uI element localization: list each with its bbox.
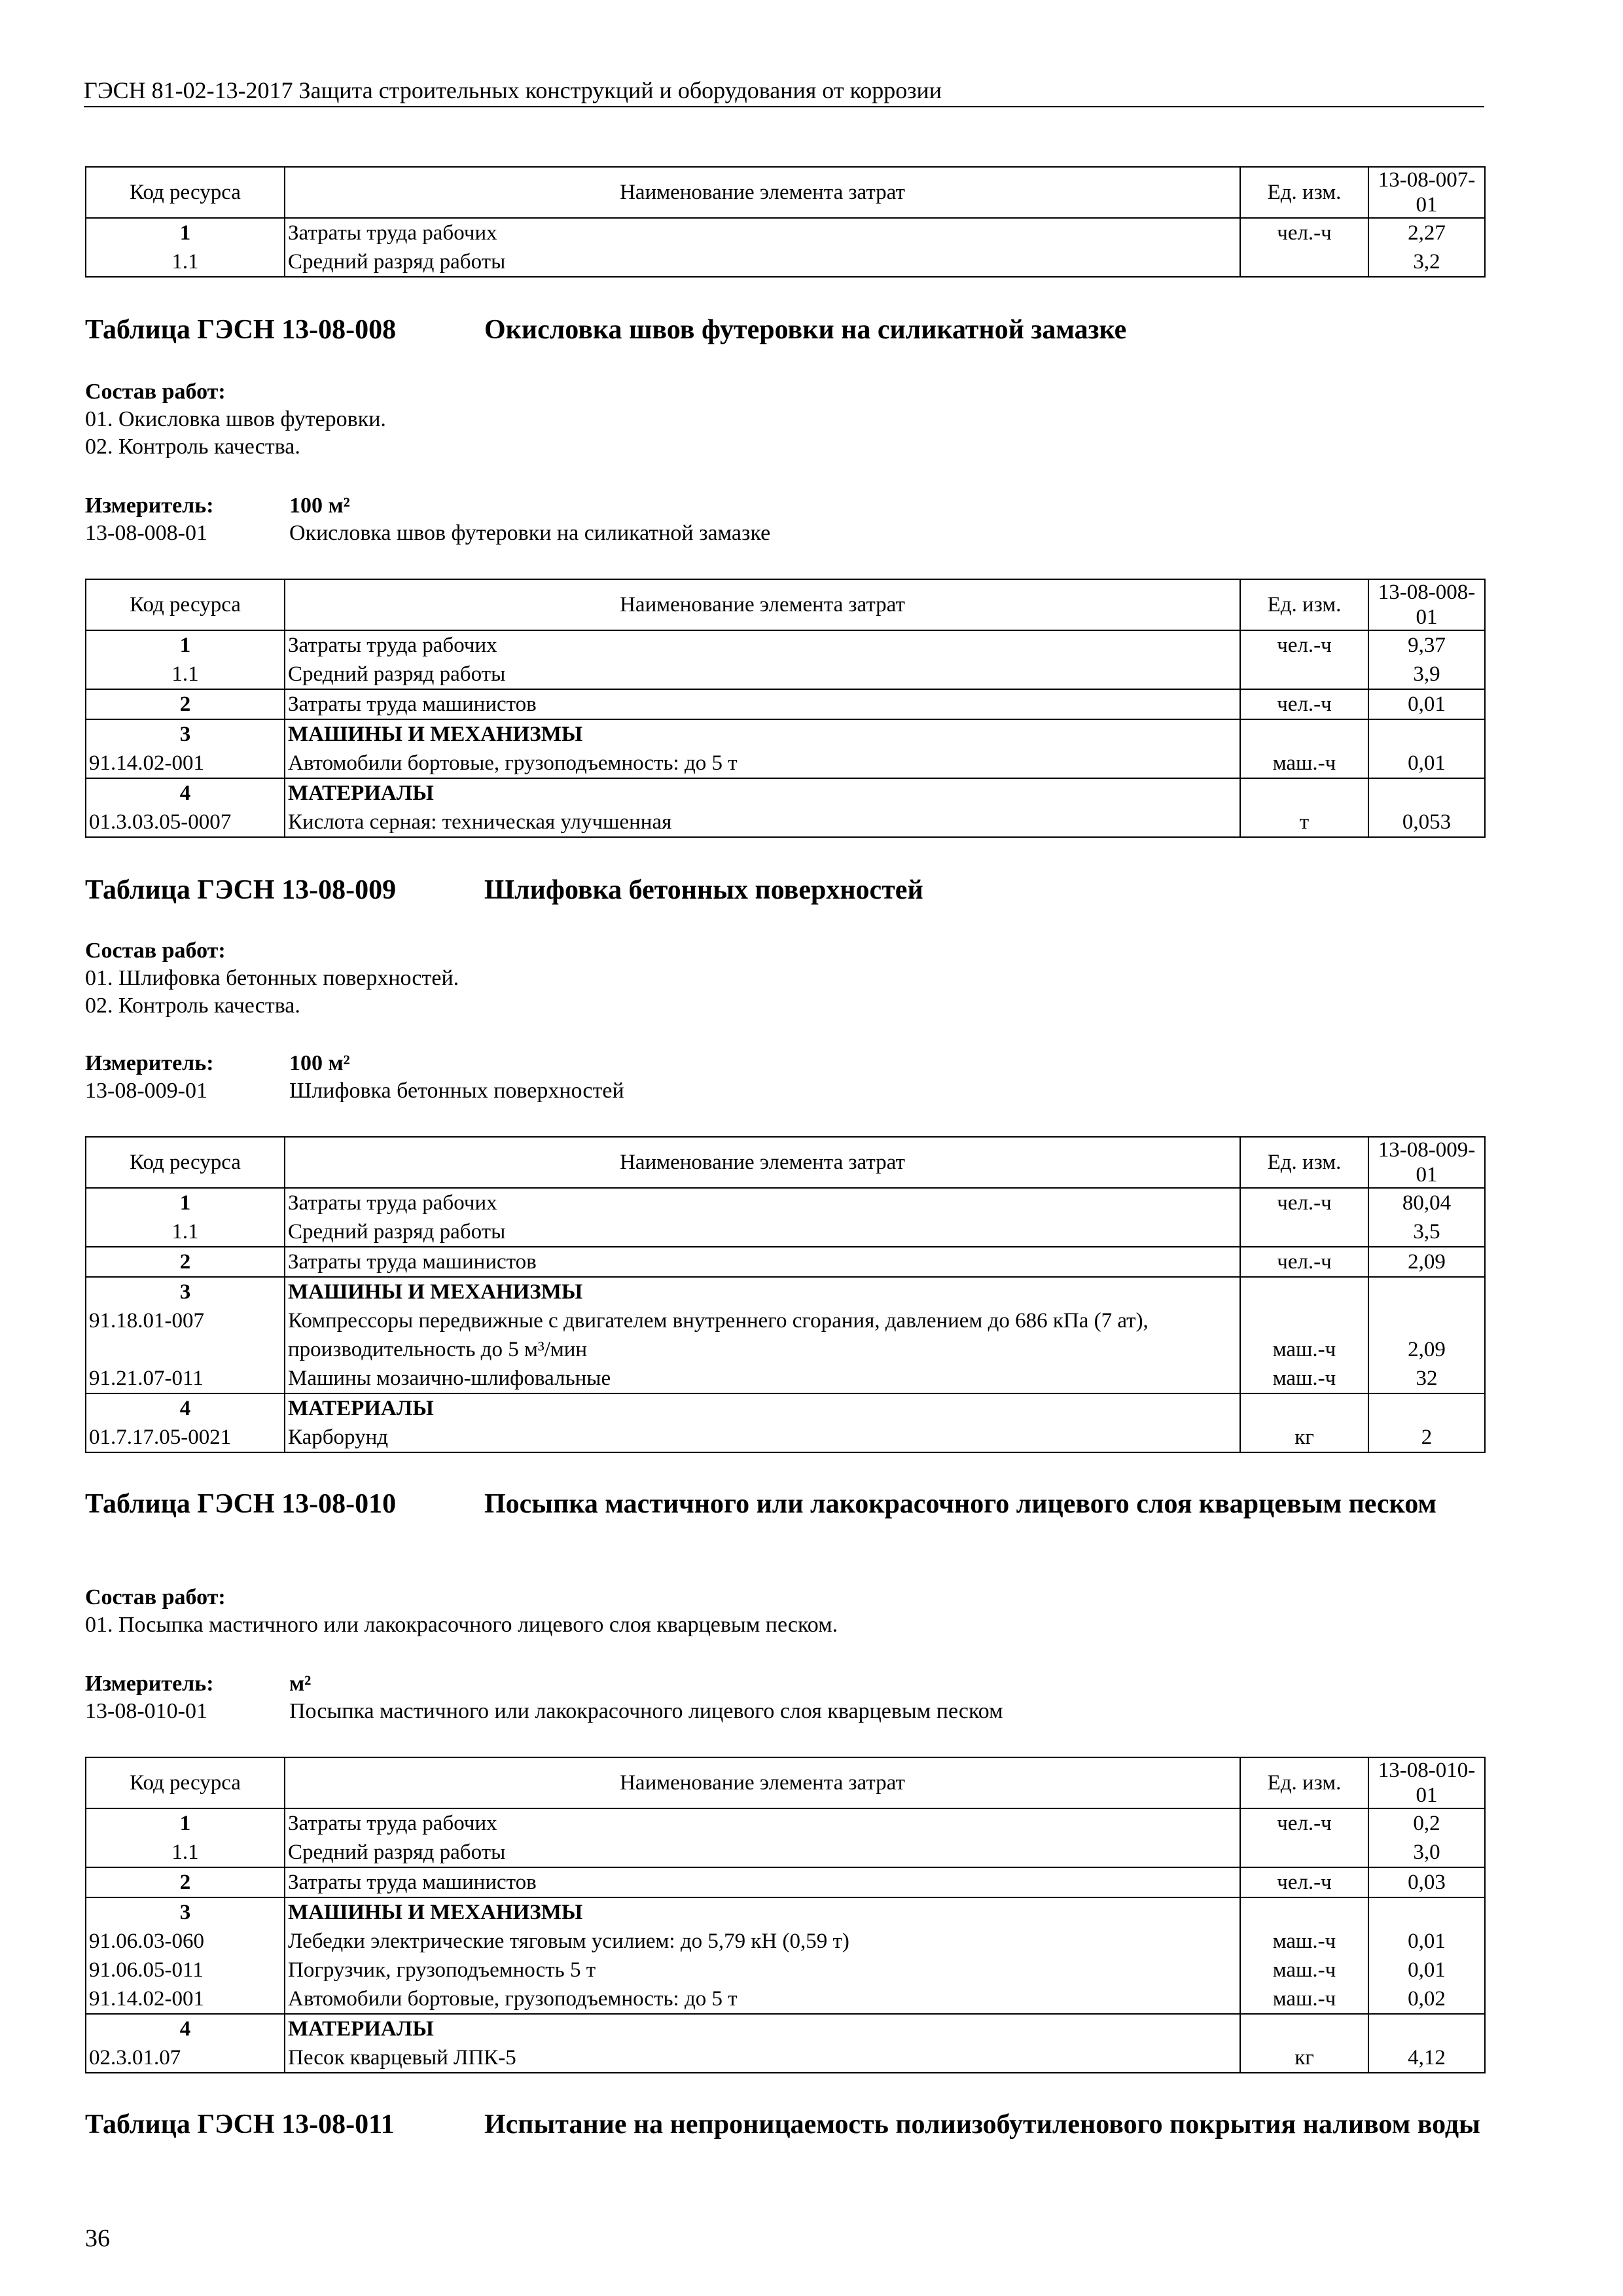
cell-name: МАШИНЫ И МЕХАНИЗМЫ [285, 1277, 1240, 1306]
cell-name: Затраты труда рабочих [285, 630, 1240, 660]
cell-code: 1.1 [86, 1838, 285, 1867]
table-row [86, 1188, 1485, 1217]
cell-value: 32 [1368, 1364, 1485, 1393]
cell-name: Затраты труда рабочих [285, 1808, 1240, 1838]
table-number: Таблица ГЭСН 13-08-009 [85, 875, 397, 905]
cell-value: 9,37 [1368, 630, 1485, 660]
cell-value [1368, 2014, 1485, 2043]
cell-unit [1240, 660, 1368, 689]
composition-label: Состав работ: [85, 939, 226, 963]
cell-value: 3,2 [1368, 247, 1485, 277]
table-number: Таблица ГЭСН 13-08-011 [85, 2109, 395, 2140]
cell-name: Средний разряд работы [285, 1838, 1240, 1867]
cell-value: 0,02 [1368, 1984, 1485, 2014]
cell-unit [1240, 1393, 1368, 1423]
header-code: Код ресурса [86, 579, 285, 630]
cell-value [1368, 719, 1485, 749]
operation-item: 02. Контроль качества. [85, 994, 300, 1018]
cell-unit: маш.-ч [1240, 1984, 1368, 2014]
cell-name: Затраты труда машинистов [285, 1247, 1240, 1277]
cell-code: 91.18.01-007 [86, 1306, 285, 1364]
table-row [86, 2043, 1485, 2073]
measure-value: 100 м² [289, 1051, 350, 1075]
resource-table-13-08-010 [85, 1757, 1486, 2073]
cell-value [1368, 778, 1485, 808]
cell-value: 2,27 [1368, 218, 1485, 247]
cell-name: Кислота серная: техническая улучшенная [285, 808, 1240, 837]
cell-name: МАТЕРИАЛЫ [285, 2014, 1240, 2043]
cell-name: Затраты труда машинистов [285, 1867, 1240, 1897]
rate-name: Шлифовка бетонных поверхностей [289, 1079, 624, 1103]
running-header: ГЭСН 81-02-13-2017 Защита строительных конструкций и оборудования от коррозии [84, 77, 1484, 107]
composition-label: Состав работ: [85, 1585, 226, 1609]
rate-name: Окисловка швов футеровки на силикатной замазке [289, 521, 771, 545]
measure-label: Измеритель: [85, 1672, 214, 1696]
cell-value: 2,09 [1368, 1306, 1485, 1364]
cell-code: 4 [86, 2014, 285, 2043]
cell-name: Машины мозаично-шлифовальные [285, 1364, 1240, 1393]
table-row [86, 1306, 1485, 1364]
cell-code: 2 [86, 1867, 285, 1897]
header-rate-id: 13-08-009-01 [1368, 1137, 1485, 1188]
cell-name: Средний разряд работы [285, 247, 1240, 277]
cell-name: МАШИНЫ И МЕХАНИЗМЫ [285, 719, 1240, 749]
cell-value: 3,5 [1368, 1217, 1485, 1247]
cell-code: 1.1 [86, 660, 285, 689]
cell-code: 1.1 [86, 1217, 285, 1247]
table-row [86, 660, 1485, 689]
table-row [86, 1393, 1485, 1423]
header-unit: Ед. изм. [1240, 1757, 1368, 1808]
table-row [86, 719, 1485, 749]
cell-code: 1 [86, 630, 285, 660]
cell-name: Средний разряд работы [285, 660, 1240, 689]
cell-name: Затраты труда рабочих [285, 1188, 1240, 1217]
cell-code: 01.7.17.05-0021 [86, 1423, 285, 1452]
cell-value [1368, 1277, 1485, 1306]
cell-name: Карборунд [285, 1423, 1240, 1452]
cell-code: 91.06.05-011 [86, 1956, 285, 1984]
cell-name: Затраты труда машинистов [285, 689, 1240, 719]
table-name: Посыпка мастичного или лакокрасочного лицевого слоя кварцевым песком [484, 1489, 1437, 1519]
cell-name: МАТЕРИАЛЫ [285, 1393, 1240, 1423]
cell-unit: маш.-ч [1240, 1956, 1368, 1984]
rate-code: 13-08-008-01 [85, 521, 207, 545]
cell-code: 91.21.07-011 [86, 1364, 285, 1393]
header-name: Наименование элемента затрат [285, 167, 1240, 218]
table-row [86, 808, 1485, 837]
rate-code: 13-08-009-01 [85, 1079, 207, 1103]
cell-name: МАШИНЫ И МЕХАНИЗМЫ [285, 1897, 1240, 1927]
cell-code: 01.3.03.05-0007 [86, 808, 285, 837]
cell-value: 80,04 [1368, 1188, 1485, 1217]
resource-table-13-08-009 [85, 1136, 1486, 1453]
cell-value: 2,09 [1368, 1247, 1485, 1277]
cell-value: 2 [1368, 1423, 1485, 1452]
cell-unit [1240, 1838, 1368, 1867]
table-number: Таблица ГЭСН 13-08-008 [85, 315, 397, 345]
cell-unit [1240, 1897, 1368, 1927]
cell-value: 0,01 [1368, 689, 1485, 719]
cell-value: 0,03 [1368, 1867, 1485, 1897]
measure-label: Измеритель: [85, 493, 214, 518]
table-row [86, 247, 1485, 277]
cell-code: 1.1 [86, 247, 285, 277]
cell-unit: чел.-ч [1240, 218, 1368, 247]
cell-unit [1240, 1277, 1368, 1306]
cell-value: 0,2 [1368, 1808, 1485, 1838]
cell-value: 0,01 [1368, 1927, 1485, 1956]
cell-code: 3 [86, 1897, 285, 1927]
cell-code: 91.14.02-001 [86, 749, 285, 778]
table-name: Испытание на непроницаемость полиизобутиленового покрытия наливом воды [484, 2109, 1480, 2140]
cell-unit: чел.-ч [1240, 689, 1368, 719]
table-row [86, 1277, 1485, 1306]
cell-unit: кг [1240, 1423, 1368, 1452]
cell-unit [1240, 778, 1368, 808]
header-name: Наименование элемента затрат [285, 1757, 1240, 1808]
cell-name: Автомобили бортовые, грузоподъемность: до 5 т [285, 749, 1240, 778]
header-name: Наименование элемента затрат [285, 579, 1240, 630]
cell-code: 3 [86, 1277, 285, 1306]
cell-code: 2 [86, 1247, 285, 1277]
table-row [86, 749, 1485, 778]
measure-value: м² [289, 1672, 312, 1696]
operation-item: 02. Контроль качества. [85, 435, 300, 459]
table-row [86, 218, 1485, 247]
cell-value: 3,9 [1368, 660, 1485, 689]
table-row [86, 1897, 1485, 1927]
header-code: Код ресурса [86, 167, 285, 218]
cell-value: 0,01 [1368, 749, 1485, 778]
header-name: Наименование элемента затрат [285, 1137, 1240, 1188]
header-rate-id: 13-08-008-01 [1368, 579, 1485, 630]
composition-label: Состав работ: [85, 380, 226, 404]
cell-code: 4 [86, 1393, 285, 1423]
resource-table-13-08-007 [85, 166, 1486, 278]
resource-table-13-08-008 [85, 579, 1486, 838]
rate-name: Посыпка мастичного или лакокрасочного лицевого слоя кварцевым песком [289, 1699, 1003, 1723]
table-row [86, 1927, 1485, 1956]
table-row [86, 1808, 1485, 1838]
cell-unit: т [1240, 808, 1368, 837]
cell-value [1368, 1393, 1485, 1423]
cell-name: Средний разряд работы [285, 1217, 1240, 1247]
cell-name: Компрессоры передвижные с двигателем внутреннего сгорания, давлением до 686 кПа (7 ат), производительность до 5 м³/мин [285, 1306, 1240, 1364]
table-row [86, 1838, 1485, 1867]
header-rate-id: 13-08-010-01 [1368, 1757, 1485, 1808]
header-unit: Ед. изм. [1240, 579, 1368, 630]
table-name: Окисловка швов футеровки на силикатной замазке [484, 315, 1127, 345]
cell-unit [1240, 1217, 1368, 1247]
cell-unit [1240, 2014, 1368, 2043]
cell-code: 91.06.03-060 [86, 1927, 285, 1956]
cell-name: Лебедки электрические тяговым усилием: до 5,79 кН (0,59 т) [285, 1927, 1240, 1956]
cell-unit: чел.-ч [1240, 1188, 1368, 1217]
operation-item: 01. Шлифовка бетонных поверхностей. [85, 966, 459, 990]
header-rate-id: 13-08-007-01 [1368, 167, 1485, 218]
cell-unit [1240, 719, 1368, 749]
table-row [86, 1247, 1485, 1277]
cell-value: 3,0 [1368, 1838, 1485, 1867]
cell-value: 0,01 [1368, 1956, 1485, 1984]
cell-unit: чел.-ч [1240, 1808, 1368, 1838]
table-header-row [86, 167, 1485, 218]
table-row [86, 1956, 1485, 1984]
cell-code: 3 [86, 719, 285, 749]
measure-label: Измеритель: [85, 1051, 214, 1075]
header-code: Код ресурса [86, 1757, 285, 1808]
cell-name: Автомобили бортовые, грузоподъемность: до 5 т [285, 1984, 1240, 2014]
cell-unit: кг [1240, 2043, 1368, 2073]
cell-unit: чел.-ч [1240, 1867, 1368, 1897]
cell-code: 1 [86, 218, 285, 247]
table-header-row [86, 1137, 1485, 1188]
cell-unit: маш.-ч [1240, 749, 1368, 778]
cell-value: 0,053 [1368, 808, 1485, 837]
measure-value: 100 м² [289, 493, 350, 518]
cell-code: 2 [86, 689, 285, 719]
table-row [86, 1364, 1485, 1393]
table-row [86, 1867, 1485, 1897]
cell-code: 1 [86, 1188, 285, 1217]
table-header-row [86, 1757, 1485, 1808]
cell-unit: чел.-ч [1240, 1247, 1368, 1277]
table-header-row [86, 579, 1485, 630]
table-number: Таблица ГЭСН 13-08-010 [85, 1489, 397, 1519]
cell-unit: чел.-ч [1240, 630, 1368, 660]
table-row [86, 630, 1485, 660]
cell-name: Песок кварцевый ЛПК-5 [285, 2043, 1240, 2073]
cell-unit: маш.-ч [1240, 1306, 1368, 1364]
table-row [86, 778, 1485, 808]
table-row [86, 689, 1485, 719]
table-row [86, 2014, 1485, 2043]
cell-name: МАТЕРИАЛЫ [285, 778, 1240, 808]
cell-name: Затраты труда рабочих [285, 218, 1240, 247]
page-number: 36 [85, 2225, 110, 2252]
table-name: Шлифовка бетонных поверхностей [484, 875, 923, 905]
operation-item: 01. Посыпка мастичного или лакокрасочного лицевого слоя кварцевым песком. [85, 1613, 838, 1637]
header-code: Код ресурса [86, 1137, 285, 1188]
cell-unit: маш.-ч [1240, 1927, 1368, 1956]
cell-name: Погрузчик, грузоподъемность 5 т [285, 1956, 1240, 1984]
table-row [86, 1984, 1485, 2014]
header-unit: Ед. изм. [1240, 1137, 1368, 1188]
header-unit: Ед. изм. [1240, 167, 1368, 218]
rate-code: 13-08-010-01 [85, 1699, 207, 1723]
cell-code: 02.3.01.07 [86, 2043, 285, 2073]
table-row [86, 1423, 1485, 1452]
operation-item: 01. Окисловка швов футеровки. [85, 407, 386, 431]
cell-unit: маш.-ч [1240, 1364, 1368, 1393]
cell-code: 91.14.02-001 [86, 1984, 285, 2014]
cell-unit [1240, 247, 1368, 277]
cell-value: 4,12 [1368, 2043, 1485, 2073]
cell-code: 1 [86, 1808, 285, 1838]
table-row [86, 1217, 1485, 1247]
cell-code: 4 [86, 778, 285, 808]
cell-value [1368, 1897, 1485, 1927]
